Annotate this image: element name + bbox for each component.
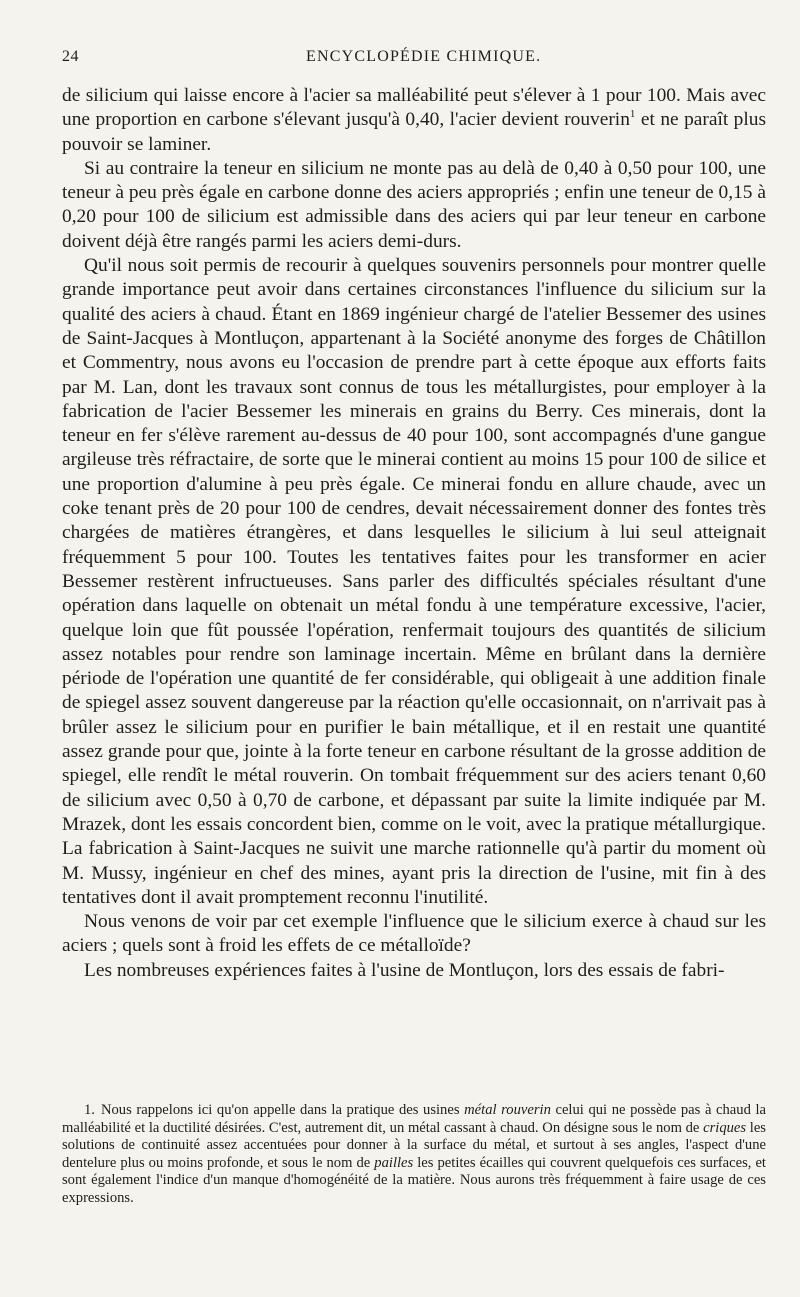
paragraph-2: Si au contraire la teneur en silicium ne monte pas au delà de 0,40 à 0,50 pour 100, une teneur à peu près égale en carbone donne des aciers appropriés ; enfin une teneur de 0,15 à 0,20 pour 100 de silicium est admissible dans des aciers qui par leur teneur en carbone doivent déjà être rangés parmi les aciers demi-durs.: [62, 157, 766, 252]
footnote-text-2: celui qui ne possède pas à chaud la malléabilité et la ductilité désirées. C'est, autrement dit, un métal cassant à chaud. On désigne sous le nom de: [62, 1102, 767, 1136]
page-header: [62, 42, 766, 70]
footnote-text-1: Nous rappelons ici qu'on appelle dans la pratique des usines: [100, 1102, 465, 1118]
footnotes: [62, 1102, 766, 1208]
page-number: 24: [62, 48, 79, 65]
paragraph-5: Les nombreuses expériences faites à l'usine de Montluçon, lors des essais de fabri-: [84, 959, 725, 981]
paragraph-1-text-a: de silicium qui laisse encore à l'acier sa malléabilité peut s'élever à 1 pour 100. Mais avec une proportion en carbone s'élevant jusqu'à 0,40, l'acier devient rouverin: [62, 85, 766, 131]
main-text: [62, 84, 766, 983]
paragraph-1: [62, 84, 766, 157]
paragraph-4: Nous venons de voir par cet exemple l'influence que le silicium exerce à chaud sur les aciers ; quels sont à froid les effets de ce métalloïde?: [62, 911, 766, 957]
footnote-number: 1.: [84, 1102, 95, 1118]
footnote-term-metal-rouverin: métal rouverin: [464, 1102, 551, 1118]
footnote-reference: 1: [629, 108, 636, 121]
paragraph-3: Qu'il nous soit permis de recourir à quelques souvenirs personnels pour montrer quelle grande importance peut avoir dans certaines circonstances l'influence du silicium sur la qualité des aciers à chaud. Étant en 1869 ingénieur chargé de l'atelier Bessemer des usines de Saint-Jacques à Montluçon, appartenant à la Société anonyme des forges de Châtillon et Commentry, nous avons eu l'occasion de prendre part à cette époque aux efforts faits par M. Lan, dont les travaux sont connus de tous les métallurgistes, pour employer à la fabrication de l'acier Bessemer les minerais en grains du Berry. Ces minerais, dont la teneur en fer s'élève rarement au-dessus de 40 pour 100, sont accompagnés d'une gangue argileuse très réfractaire, de sorte que le minerai contient au moins 15 pour 100 de silice et une proportion d'alumine à peu près égale. Ce minerai fondu en allure chaude, avec un coke tenant près de 20 pour 100 de cendres, devait nécessairement donner des fontes très chargées de matières étrangères, et dans lesquelles le silicium à lui seul atteignait fréquemment 5 pour 100. Toutes les tentatives faites pour les transformer en acier Bessemer restèrent infructueuses. Sans parler des difficultés spéciales résultant d'une opération dans laquelle on obtenait un métal fondu à une température excessive, l'acier, quelque loin que fût poussée l'opération, renfermait toujours des quantités de silicium assez notables pour rendre son laminage incertain. Même en brûlant dans la dernière période de l'opération une quantité de fer considérable, qui obligeait à une addition finale de spiegel assez souvent dangereuse par la réaction qu'elle occasionnait, on n'arrivait pas à brûler assez le silicium pour en purifier le bain métallique, et il en restait une quantité assez grande pour que, jointe à la forte teneur en carbone résultant de la grosse addition de spiegel, elle rendît le métal rouverin. On tombait fréquemment sur des aciers tenant 0,60 de silicium avec 0,50 à 0,70 de carbone, et dépassant par suite la limite indiquée par M. Mrazek, dont les essais concordent bien, comme on le voit, avec la pratique métallurgique. La fabrication à Saint-Jacques ne suivit une marche rationnelle qu'à partir du moment où M. Mussy, ingénieur en chef des mines, ayant pris la direction de l'usine, mit fin à des tentatives dont il avait promptement reconnu l'inutilité.: [62, 255, 766, 908]
running-title: ENCYCLOPÉDIE CHIMIQUE.: [306, 48, 542, 65]
footnote-term-criques: criques: [703, 1119, 747, 1136]
footnote-text-3: les solutions de continuité assez accentuées pour donner à la surface du métal, et surtout à ses angles, l'aspect d'une dentelure plus ou moins profonde, et sous le nom de: [62, 1119, 766, 1171]
paragraph-1-text-b: et ne paraît plus pouvoir se laminer.: [62, 109, 767, 155]
footnote-1: [62, 1102, 766, 1208]
footnote-term-pailles: pailles: [374, 1154, 414, 1171]
footnote-text-4: les petites écailles qui couvrent quelquefois ces surfaces, et sont également l'indice d'un manque d'homogénéité de la matière. Nous aurons très fréquemment à faire usage de ces expressions.: [62, 1154, 766, 1206]
